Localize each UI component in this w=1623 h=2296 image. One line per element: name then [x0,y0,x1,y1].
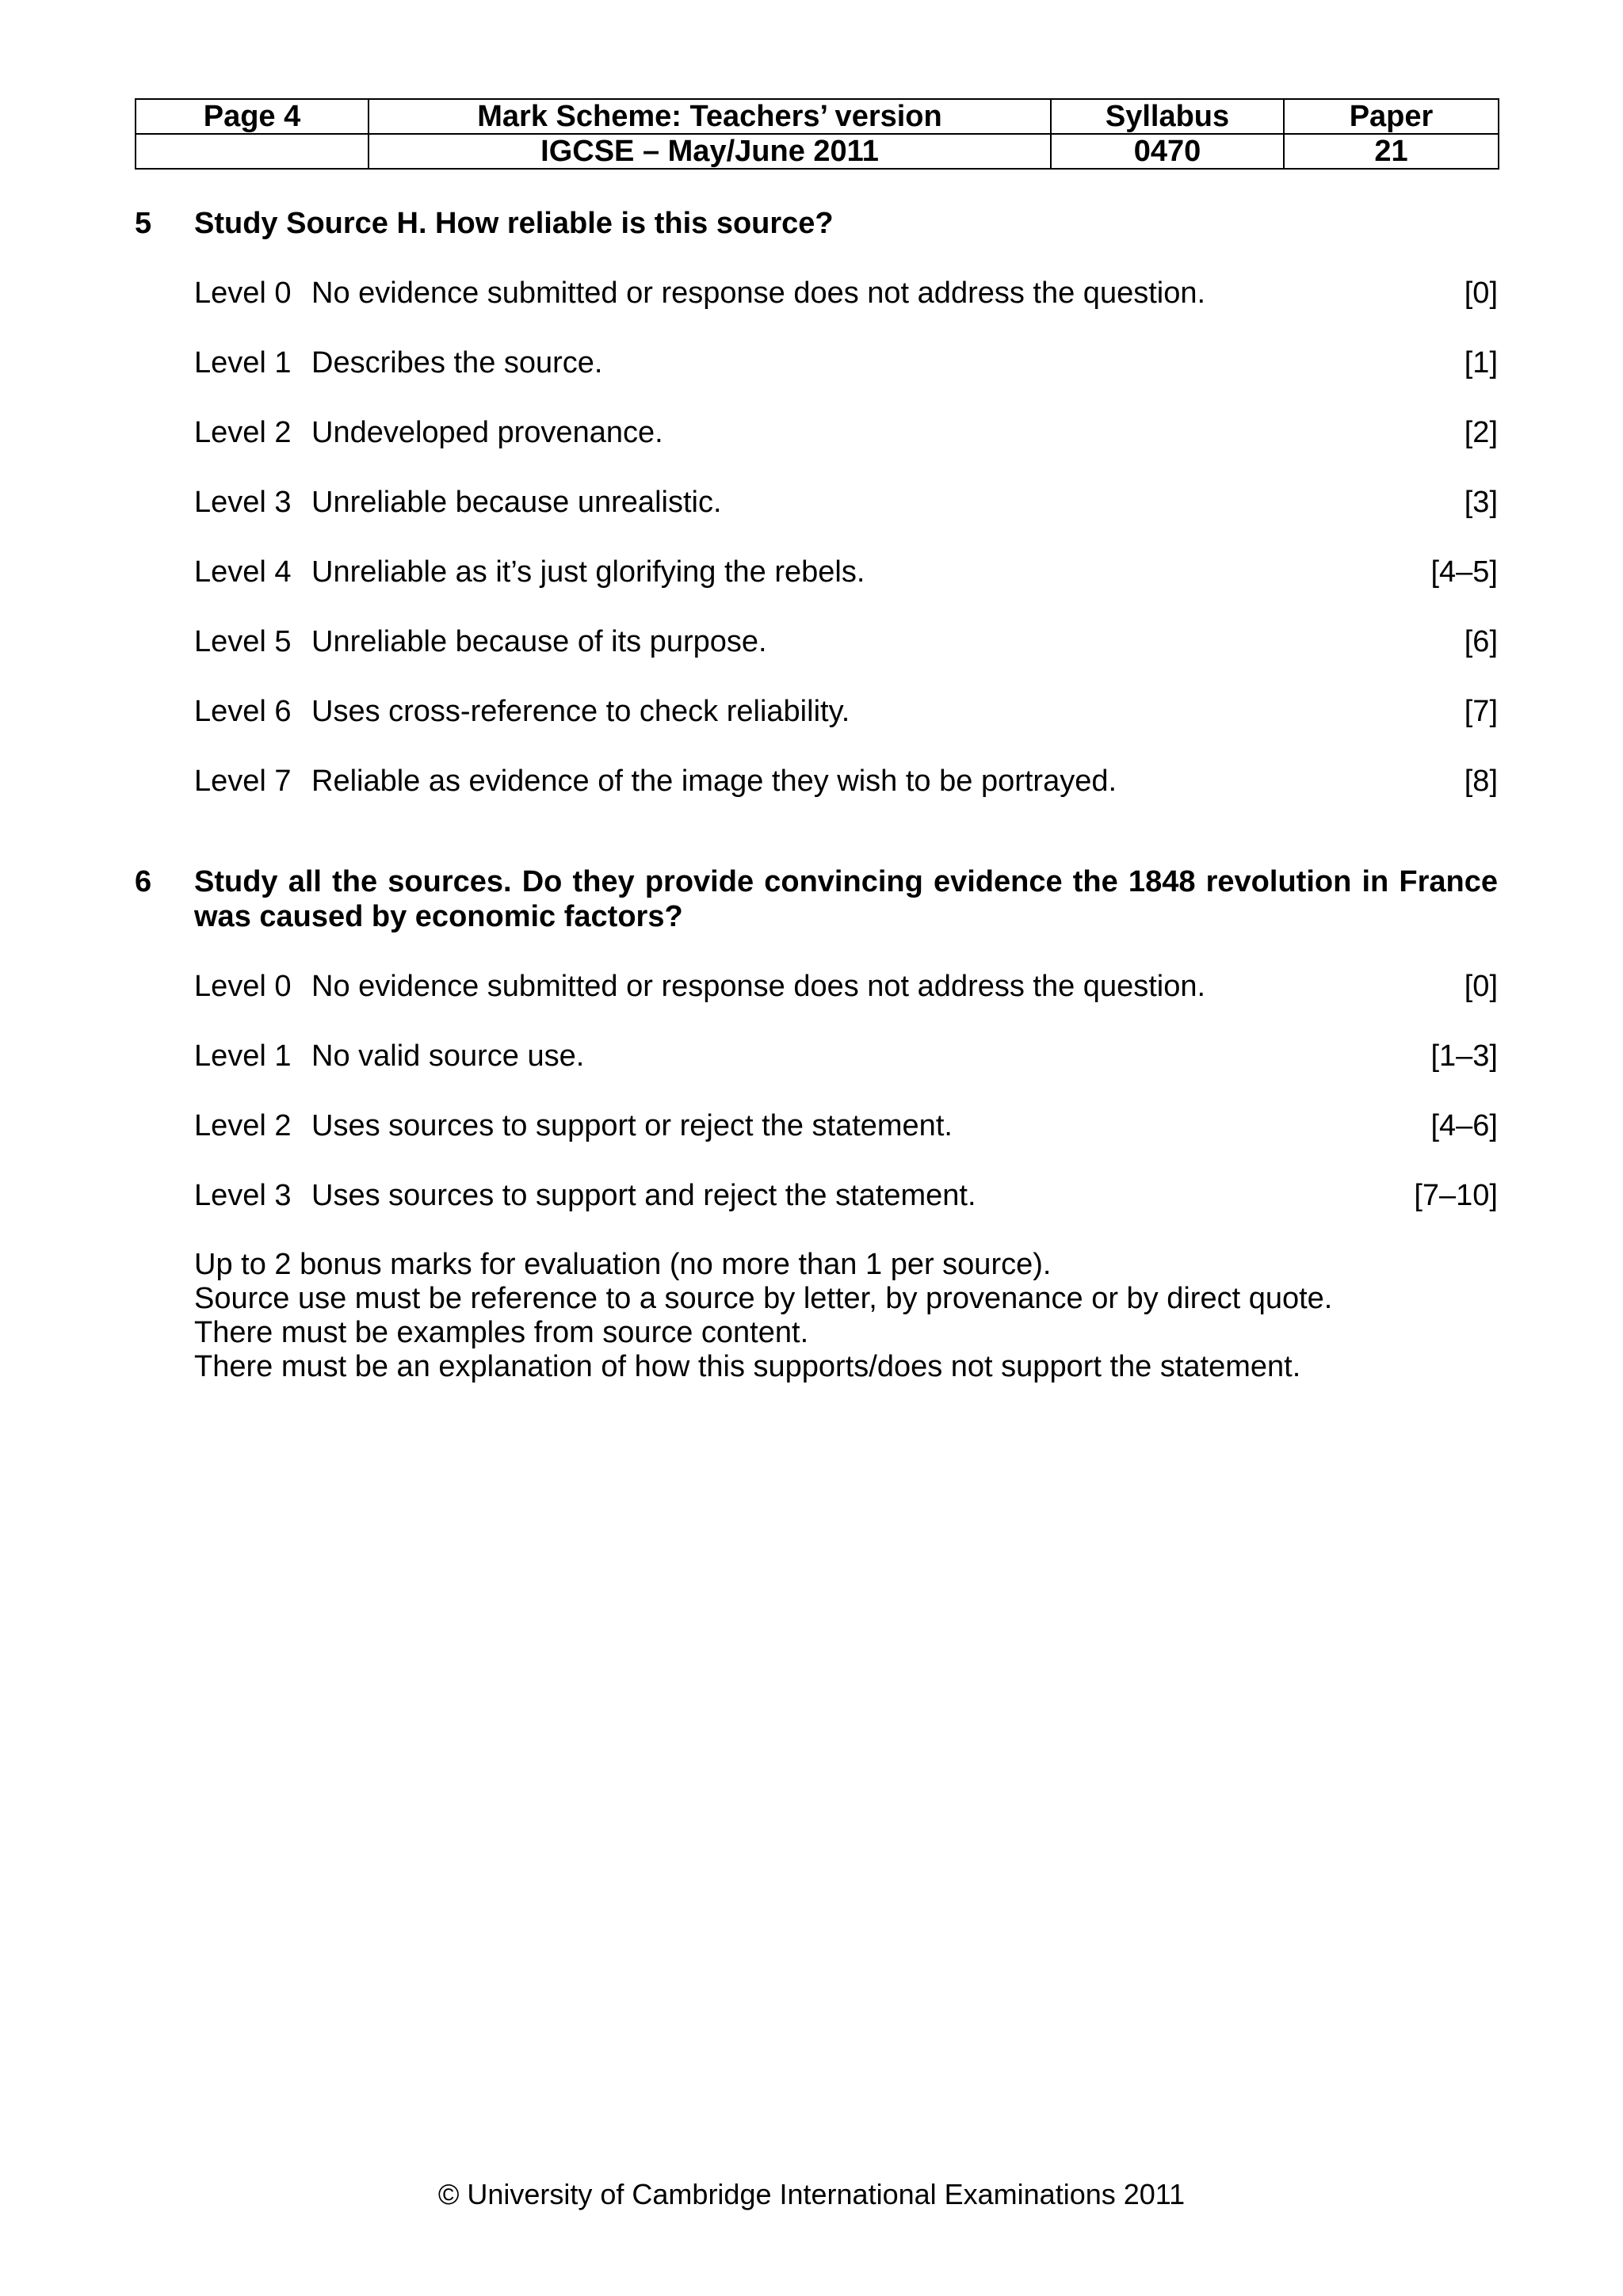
level-name: Level 0 [194,277,292,310]
level-row [194,485,1498,520]
level-description: Unreliable as it’s just glorifying the rebels. [311,555,865,589]
question-6 [135,864,1498,1384]
level-description: Uses cross-reference to check reliability. [311,695,850,728]
level-row [194,694,1498,729]
question-number: 6 [135,865,152,898]
copyright-footer: © University of Cambridge International Examinations 2011 [437,2178,1186,2210]
level-list [194,276,1498,799]
level-row [194,345,1498,380]
page-number: Page 4 [136,99,369,134]
level-row [194,555,1498,589]
paper-number: 21 [1284,134,1499,169]
note-line: There must be examples from source content. [194,1316,809,1349]
level-name: Level 6 [194,695,292,728]
level-mark: [7] [1464,695,1498,728]
level-mark: [1–3] [1430,1039,1498,1073]
level-mark: [1] [1464,346,1498,379]
level-row [194,1108,1498,1143]
level-description: Reliable as evidence of the image they wish to be portrayed. [311,765,1117,798]
level-row [194,276,1498,311]
note-line: There must be an explanation of how this supports/does not support the statement. [194,1350,1301,1383]
level-description: Unreliable because unrealistic. [311,486,722,519]
level-row [194,415,1498,450]
level-description: Uses sources to support or reject the statement. [311,1109,953,1142]
level-mark: [8] [1464,765,1498,798]
syllabus-code: 0470 [1051,134,1284,169]
level-description: Undeveloped provenance. [311,416,663,449]
level-name: Level 2 [194,416,292,449]
exam-session: IGCSE – May/June 2011 [369,134,1051,169]
level-name: Level 3 [194,486,292,519]
level-name: Level 5 [194,625,292,658]
question-5 [135,206,1498,799]
level-mark: [0] [1464,970,1498,1003]
note-line: Up to 2 bonus marks for evaluation (no more than 1 per source). [194,1248,1052,1281]
level-row [194,624,1498,659]
level-description: No evidence submitted or response does not address the question. [311,970,1206,1003]
level-name: Level 0 [194,970,292,1003]
level-description: No evidence submitted or response does not address the question. [311,277,1206,310]
level-mark: [3] [1464,486,1498,519]
question-heading [135,206,1498,241]
level-row [194,1178,1498,1213]
level-description: No valid source use. [311,1039,585,1073]
question-text: Study Source H. How reliable is this source? [194,207,834,240]
syllabus-label: Syllabus [1051,99,1284,134]
document-title: Mark Scheme: Teachers’ version [369,99,1051,134]
question-text: Study all the sources. Do they provide convincing evidence the 1848 revolution in France was caused by economic factors? [194,865,1498,933]
paper-label: Paper [1284,99,1499,134]
level-row [194,764,1498,799]
level-description: Unreliable because of its purpose. [311,625,767,658]
level-name: Level 2 [194,1109,292,1142]
marking-notes [194,1248,1498,1384]
level-row [194,1039,1498,1074]
empty-cell [136,134,369,169]
level-list [194,969,1498,1384]
question-number: 5 [135,207,152,240]
level-mark: [4–5] [1430,555,1498,589]
level-mark: [4–6] [1430,1109,1498,1142]
header-table [135,98,1499,170]
level-mark: [0] [1464,277,1498,310]
header-row [136,99,1499,134]
level-name: Level 7 [194,765,292,798]
note-line: Source use must be reference to a source by letter, by provenance or by direct quote. [194,1282,1333,1315]
question-heading [135,864,1498,934]
level-name: Level 1 [194,346,292,379]
level-name: Level 4 [194,555,292,589]
header-row [136,134,1499,169]
level-name: Level 1 [194,1039,292,1073]
level-description: Describes the source. [311,346,603,379]
level-mark: [6] [1464,625,1498,658]
level-description: Uses sources to support and reject the statement. [311,1179,976,1212]
level-name: Level 3 [194,1179,292,1212]
level-mark: [7–10] [1414,1179,1498,1212]
level-mark: [2] [1464,416,1498,449]
level-row [194,969,1498,1004]
